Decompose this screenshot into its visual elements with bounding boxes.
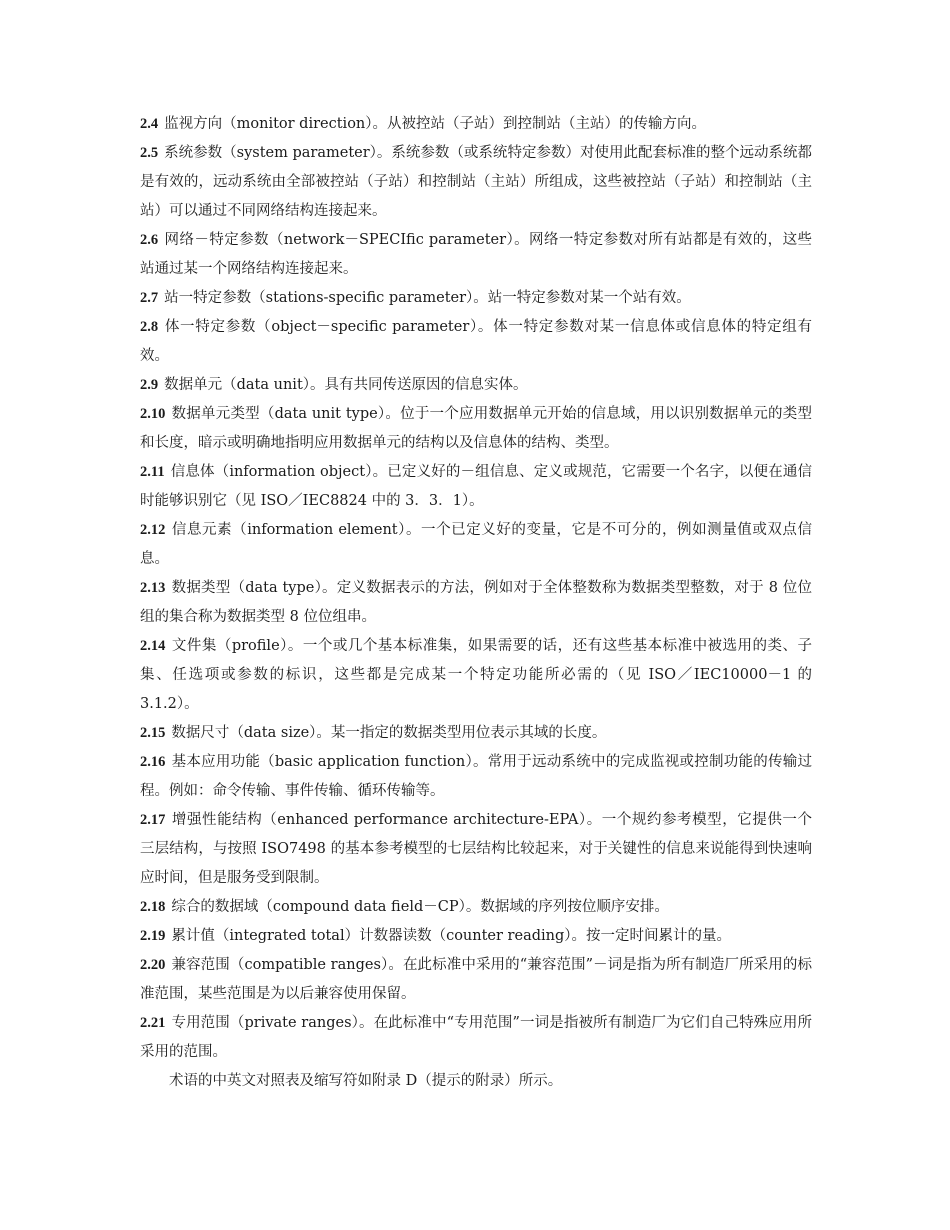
- definition-item: [140, 748, 812, 806]
- definition-text: 信息元素（information element）。一个已定义好的变量，它是不可分的，例如测量值或双点信息。: [140, 522, 812, 567]
- definition-item: [140, 110, 812, 139]
- closing-paragraph: 术语的中英文对照表及缩写符如附录 D（提示的附录）所示。: [169, 1073, 563, 1089]
- clause-number: 2.4: [140, 116, 159, 132]
- definition-text: 数据类型（data type）。定义数据表示的方法，例如对于全体整数称为数据类型整数，对于 8 位位组的集合称为数据类型 8 位位组串。: [140, 580, 812, 625]
- definition-item: [140, 400, 812, 458]
- definition-text: 专用范围（private ranges）。在此标准中“专用范围”一词是指被所有制造厂为它们自己特殊应用所采用的范围。: [140, 1015, 812, 1060]
- definition-text: 兼容范围（compatible ranges）。在此标准中采用的“兼容范围”－词是指为所有制造厂所采用的标准范围，某些范围是为以后兼容使用保留。: [140, 957, 812, 1002]
- clause-number: 2.16: [140, 754, 166, 770]
- definition-item: [140, 313, 812, 371]
- clause-number: 2.15: [140, 725, 166, 741]
- definition-text: 累计值（integrated total）计数器读数（counter reading）。按一定时间累计的量。: [171, 928, 732, 944]
- clause-number: 2.7: [140, 290, 159, 306]
- definition-text: 文件集（profile）。一个或几个基本标准集，如果需要的话，还有这些基本标准中被选用的类、子集、任选项或参数的标识，这些都是完成某一个特定功能所必需的（见 ISO／IEC10000－1 的 3.1.2）。: [140, 638, 812, 712]
- definition-text: 监视方向（monitor direction）。从被控站（子站）到控制站（主站）的传输方向。: [164, 116, 707, 132]
- clause-number: 2.8: [140, 319, 159, 335]
- definition-text: 体一特定参数（object－specific parameter）。体一特定参数对某一信息体或信息体的特定组有效。: [140, 319, 812, 364]
- definition-item: [140, 226, 812, 284]
- definition-item: [140, 719, 812, 748]
- definition-item: [140, 951, 812, 1009]
- definition-item: [140, 574, 812, 632]
- definition-item: [140, 371, 812, 400]
- definition-item: [140, 632, 812, 719]
- clause-number: 2.11: [140, 464, 165, 480]
- definition-text: 数据单元类型（data unit type）。位于一个应用数据单元开始的信息域，用以识别数据单元的类型和长度，暗示或明确地指明应用数据单元的结构以及信息体的结构、类型。: [140, 406, 812, 451]
- definition-text: 信息体（information object）。已定义好的－组信息、定义或规范，它需要一个名字，以便在通信时能够识别它（见 ISO／IEC8824 中的 3．3．1）。: [140, 464, 812, 509]
- document-page: [140, 110, 812, 1096]
- clause-number: 2.18: [140, 899, 166, 915]
- definition-item: [140, 284, 812, 313]
- clause-number: 2.14: [140, 638, 166, 654]
- definition-text: 站一特定参数（stations-specific parameter）。站一特定参数对某一个站有效。: [164, 290, 691, 306]
- clause-number: 2.9: [140, 377, 159, 393]
- definition-item: [140, 922, 812, 951]
- definition-item: [140, 458, 812, 516]
- definition-text: 增强性能结构（enhanced performance architecture-EPA）。一个规约参考模型，它提供一个三层结构，与按照 ISO7498 的基本参考模型的七层结构比较起来，对于关键性的信息来说能得到快速响应时间，但是服务受到限制。: [140, 812, 812, 886]
- clause-number: 2.6: [140, 232, 159, 248]
- definition-item: [140, 806, 812, 893]
- clause-number: 2.17: [140, 812, 166, 828]
- clause-number: 2.10: [140, 406, 166, 422]
- clause-number: 2.21: [140, 1015, 166, 1031]
- definition-item: [140, 893, 812, 922]
- definition-text: 综合的数据域（compound data field－CP）。数据域的序列按位顺序安排。: [171, 899, 669, 915]
- definition-text: 数据单元（data unit）。具有共同传送原因的信息实体。: [164, 377, 528, 393]
- definition-item: [140, 139, 812, 226]
- definition-item: [140, 516, 812, 574]
- definition-text: 基本应用功能（basic application function）。常用于远动系统中的完成监视或控制功能的传输过程。例如：命令传输、事件传输、循环传输等。: [140, 754, 812, 799]
- definition-list: [140, 110, 812, 1067]
- clause-number: 2.20: [140, 957, 166, 973]
- definition-text: 系统参数（system parameter）。系统参数（或系统特定参数）对使用此配套标准的整个远动系统都是有效的，远动系统由全部被控站（子站）和控制站（主站）所组成，这些被控站（子站）和控制站（主站）可以通过不同网络结构连接起来。: [140, 145, 812, 219]
- clause-number: 2.12: [140, 522, 166, 538]
- clause-number: 2.13: [140, 580, 166, 596]
- clause-number: 2.19: [140, 928, 166, 944]
- definition-text: 网络－特定参数（network－SPECIfic parameter）。网络一特定参数对所有站都是有效的，这些站通过某一个网络结构连接起来。: [140, 232, 812, 277]
- clause-number: 2.5: [140, 145, 159, 161]
- definition-item: [140, 1009, 812, 1067]
- definition-text: 数据尺寸（data size）。某一指定的数据类型用位表示其域的长度。: [171, 725, 607, 741]
